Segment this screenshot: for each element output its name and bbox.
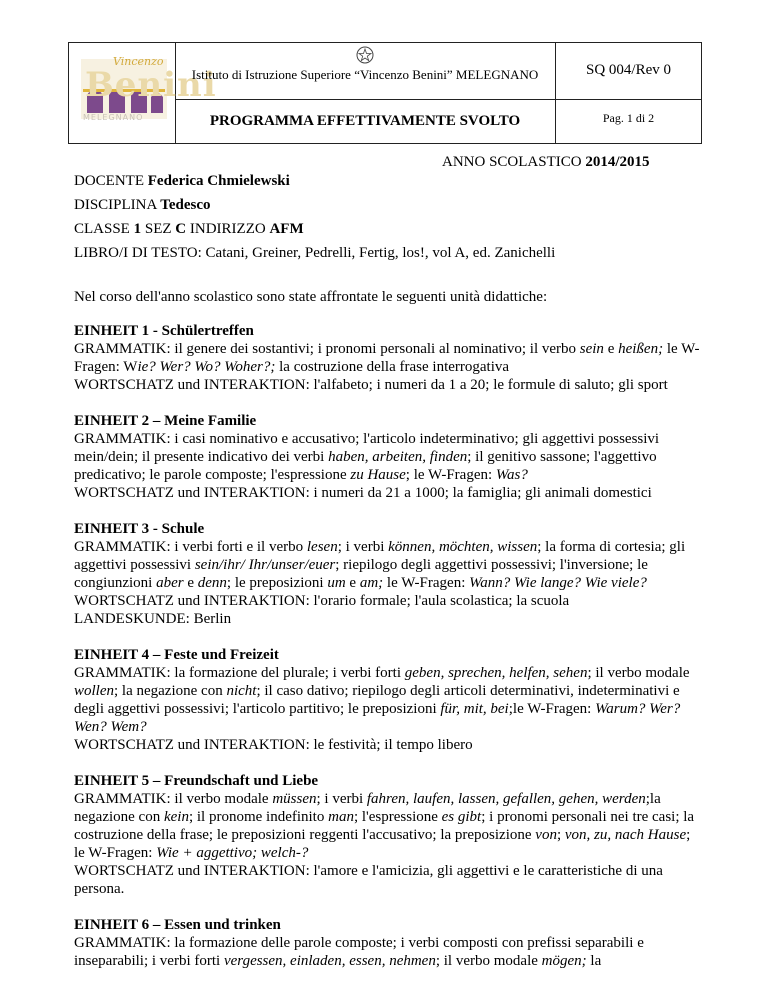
unit-vocabulary: WORTSCHATZ und INTERAKTION: i numeri da 21 a 1000; la famiglia; gli animali domestici xyxy=(74,485,652,501)
unit-vocabulary: WORTSCHATZ und INTERAKTION: l'alfabeto; i numeri da 1 a 20; le formule di saluto; gli sport xyxy=(74,377,668,393)
unit-title: EINHEIT 3 - Schule xyxy=(74,521,205,537)
unit-grammar: GRAMMATIK: la formazione delle parole composte; i verbi composti con prefissi separabili e inseparabili; i verbi forti vergessen, einladen, essen, nehmen; il verbo modale mögen; la xyxy=(74,935,644,969)
unit-title: EINHEIT 4 – Feste und Freizeit xyxy=(74,647,279,663)
unit-title: EINHEIT 5 – Freundschaft und Liebe xyxy=(74,773,319,789)
unit-grammar: GRAMMATIK: i casi nominativo e accusativo; l'articolo indeterminativo; gli aggettivi possessivi mein/dein; il presente indicativo dei verbi haben, arbeiten, finden; il genitivo sassone; l'aggettivo predicativo; le parole composte; l'espressione zu Hause; le W-Fragen: Was? xyxy=(74,431,660,483)
program-title: PROGRAMMA EFFETTIVAMENTE SVOLTO xyxy=(209,113,521,129)
teacher-line: DOCENTE Federica Chmielewski xyxy=(74,173,290,189)
subject-line: DISCIPLINA Tedesco xyxy=(74,197,211,213)
unit-culture: LANDESKUNDE: Berlin xyxy=(74,611,232,627)
units-list xyxy=(74,322,704,988)
program-cell xyxy=(175,99,556,143)
logo-cell xyxy=(69,43,217,143)
republic-emblem-icon xyxy=(355,45,375,65)
unit-3 xyxy=(74,520,704,628)
unit-grammar: GRAMMATIK: i verbi forti e il verbo lesen; i verbi können, möchten, wissen; la forma di cortesia; gli aggettivi possessivi sein/ihr/ Ihr/unser/euer; riepilogo degli aggettivi possessivi; l'inversione; le congiunzioni aber e denn; le preposizioni um e am; le W-Fragen: Wann? Wie lange? Wie viele? xyxy=(74,539,686,591)
page-number: Pag. 1 di 2 xyxy=(602,111,655,125)
unit-vocabulary: WORTSCHATZ und INTERAKTION: l'amore e l'amicizia, gli aggettivi e le caratteristiche di una persona. xyxy=(74,863,663,897)
unit-1 xyxy=(74,322,704,394)
logo-small-text: Vincenzo xyxy=(113,55,164,68)
institute-name: Istituto di Istruzione Superiore “Vincenzo Benini” MELEGNANO xyxy=(191,67,539,82)
unit-6 xyxy=(74,916,704,970)
logo-subtext: MELEGNANO xyxy=(83,113,144,122)
document-header xyxy=(68,42,702,144)
unit-vocabulary: WORTSCHATZ und INTERAKTION: le festività; il tempo libero xyxy=(74,737,473,753)
unit-title: EINHEIT 6 – Essen und trinken xyxy=(74,917,281,933)
unit-5 xyxy=(74,772,704,898)
logo-wordmark: Benini xyxy=(85,65,217,105)
unit-grammar: GRAMMATIK: il genere dei sostantivi; i pronomi personali al nominativo; il verbo sein e heißen; le W- Fragen: Wie? Wer? Wo? Woher?; la costruzione della frase interrogativa xyxy=(74,341,700,375)
intro-text: Nel corso dell'anno scolastico sono state affrontate le seguenti unità didattiche: xyxy=(74,289,548,305)
school-year: ANNO SCOLASTICO 2014/2015 xyxy=(442,154,650,170)
school-logo xyxy=(79,53,217,133)
unit-title: EINHEIT 2 – Meine Familie xyxy=(74,413,257,429)
class-line: CLASSE 1 SEZ C INDIRIZZO AFM xyxy=(74,221,304,237)
unit-vocabulary: WORTSCHATZ und INTERAKTION: l'orario formale; l'aula scolastica; la scuola xyxy=(74,593,570,609)
document-code: SQ 004/Rev 0 xyxy=(585,62,671,78)
unit-title: EINHEIT 1 - Schülertreffen xyxy=(74,323,254,339)
unit-2 xyxy=(74,412,704,502)
page-cell xyxy=(556,99,701,143)
unit-grammar: GRAMMATIK: la formazione del plurale; i verbi forti geben, sprechen, helfen, sehen; il verbo modale wollen; la negazione con nicht; il caso dativo; riepilogo degli articoli determinativi, indeterminativi e degli aggettivi possessivi; l'articolo partitivo; le preposizioni für, mit, bei;le W-Fragen: Warum? Wer? Wen? Wem? xyxy=(74,665,690,735)
code-cell xyxy=(556,43,701,100)
institute-cell xyxy=(175,43,556,100)
unit-4 xyxy=(74,646,704,754)
textbook-line: LIBRO/I DI TESTO: Catani, Greiner, Pedrelli, Fertig, los!, vol A, ed. Zanichelli xyxy=(74,245,556,261)
unit-grammar: GRAMMATIK: il verbo modale müssen; i verbi fahren, laufen, lassen, gefallen, gehen, werden;la negazione con kein; il pronome indefinito man; l'espressione es gibt; i pronomi personali nei tre casi; la costruzione della frase; le preposizioni reggenti l'accusativo; la preposizione von; von, zu, nach Hause; le W-Fragen: Wie + aggettivo; welch-? xyxy=(74,791,695,861)
